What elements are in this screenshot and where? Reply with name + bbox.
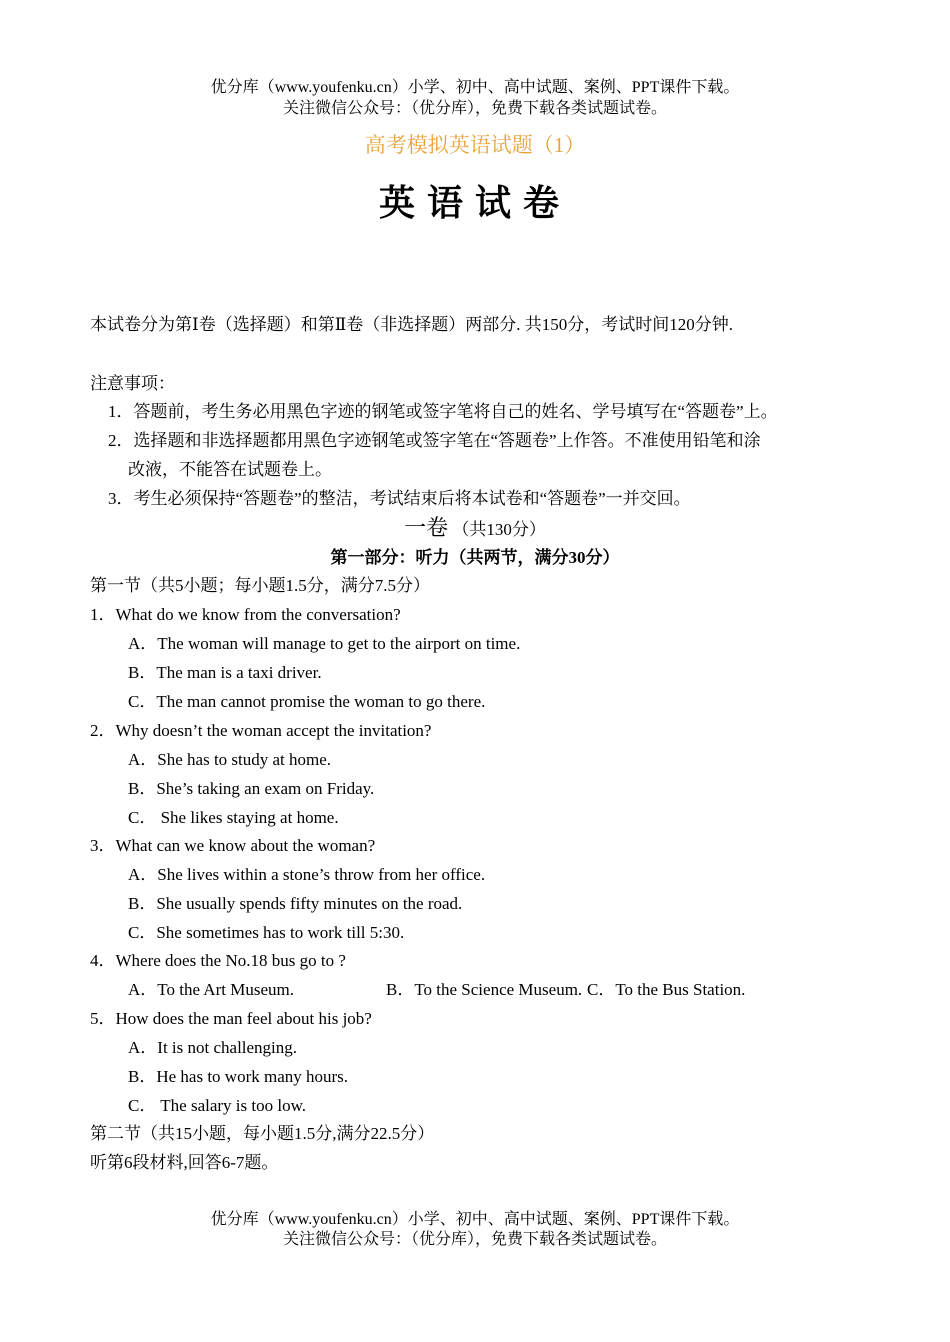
exam-intro: 本试卷分为第Ⅰ卷（选择题）和第Ⅱ卷（非选择题）两部分. 共150分，考试时间120分钟. (90, 315, 734, 334)
footer-line-1: 优分库（www.youfenku.cn）小学、初中、高中试题、案例、PPT课件下载。 (210, 1211, 740, 1228)
option: B．He has to work many hours. (128, 1067, 349, 1086)
option: C．She sometimes has to work till 5:30. (128, 923, 405, 942)
footer-line-2: 关注微信公众号：（优分库），免费下载各类试题试卷。 (282, 1231, 667, 1248)
question: 4．Where does the No.18 bus go to ? (90, 951, 346, 970)
header-line-1: 优分库（www.youfenku.cn）小学、初中、高中试题、案例、PPT课件下载。 (210, 79, 740, 96)
section2-heading: 第二节（共15小题，每小题1.5分,满分22.5分） (90, 1124, 435, 1143)
exam-title: 英语试卷 (378, 183, 571, 224)
option: A．To the Art Museum. (128, 980, 294, 999)
note-item: 1．答题前，考生务必用黑色字迹的钢笔或签字笔将自己的姓名、学号填写在“答题卷”上。 (108, 402, 778, 421)
volume-points: （共130分） (452, 520, 546, 539)
option: B．She usually spends fifty minutes on the road. (128, 894, 463, 913)
part1-heading: 第一部分：听力（共两节，满分30分） (330, 548, 620, 567)
listening-instruction: 听第6段材料,回答6-7题。 (90, 1153, 279, 1172)
header-line-2: 关注微信公众号：（优分库），免费下载各类试题试卷。 (282, 100, 667, 117)
option: C．The man cannot promise the woman to go there. (128, 692, 486, 711)
option: B．She’s taking an exam on Friday. (128, 779, 375, 798)
question: 2．Why doesn’t the woman accept the invitation? (90, 721, 432, 740)
option: B．To the Science Museum. (386, 980, 583, 999)
option: A．The woman will manage to get to the airport on time. (128, 634, 521, 653)
question: 5．How does the man feel about his job? (90, 1009, 372, 1028)
note-item: 2．选择题和非选择题都用黑色字迹钢笔或签字笔在“答题卷”上作答。不准使用铅笔和涂 (108, 431, 761, 450)
option: A．She has to study at home. (128, 750, 332, 769)
exam-subtitle: 高考模拟英语试题（1） (364, 133, 586, 157)
section1-heading: 第一节（共5小题；每小题1.5分，满分7.5分） (90, 576, 430, 595)
option: C．To the Bus Station. (587, 980, 746, 999)
option: A．She lives within a stone’s throw from her office. (128, 865, 486, 884)
notes-heading: 注意事项： (90, 374, 175, 393)
option: C． The salary is too low. (128, 1096, 307, 1115)
option-row (128, 979, 745, 1001)
volume-heading (0, 517, 950, 541)
note-item: 改液，不能答在试题卷上。 (128, 460, 332, 479)
option: B．The man is a taxi driver. (128, 663, 322, 682)
volume-name: 一卷 (404, 515, 449, 540)
question: 3．What can we know about the woman? (90, 836, 376, 855)
note-item: 3．考生必须保持“答题卷”的整洁，考试结束后将本试卷和“答题卷”一并交回。 (108, 489, 691, 508)
option: C． She likes staying at home. (128, 808, 339, 827)
option: A．It is not challenging. (128, 1038, 298, 1057)
question: 1．What do we know from the conversation? (90, 605, 401, 624)
